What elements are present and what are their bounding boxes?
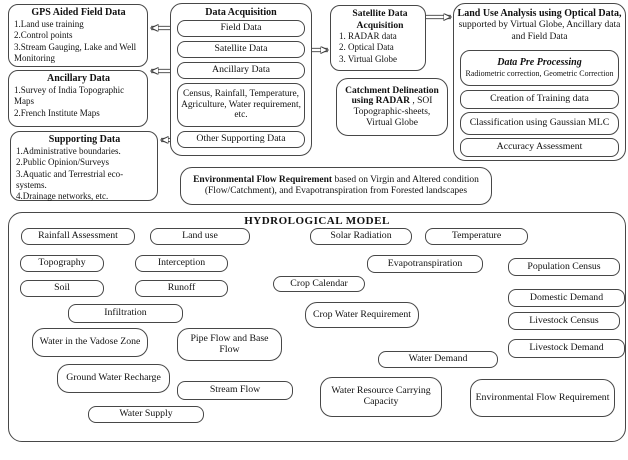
box-water-demand: Water Demand <box>378 351 498 368</box>
satellite-acquisition-title-line1: Satellite Data <box>352 8 408 19</box>
box-domestic-demand: Domestic Demand <box>508 289 625 307</box>
box-field-data: Field Data <box>177 20 305 37</box>
box-water-vadose-zone: Water in the Vadose Zone <box>32 328 148 357</box>
box-satellite-data: Satellite Data <box>177 41 305 58</box>
catchment-line3: Topographic-sheets, <box>353 107 431 117</box>
box-interception: Interception <box>135 255 228 272</box>
box-infiltration: Infiltration <box>68 304 183 323</box>
land-use-analysis-title-bold: Land Use Analysis using Optical Data, <box>457 8 622 19</box>
satellite-acquisition-title-line2: Acquisition <box>356 19 404 31</box>
box-temperature: Temperature <box>425 228 528 245</box>
satellite-acquisition-item: 2. Optical Data <box>339 42 394 53</box>
catchment-line4: Virtual Globe <box>366 117 418 128</box>
supporting-item: 3.Aquatic and Terrestrial eco-systems. <box>16 168 124 190</box>
box-topography: Topography <box>20 255 104 272</box>
box-crop-calendar: Crop Calendar <box>273 276 365 292</box>
box-livestock-census: Livestock Census <box>508 312 620 330</box>
box-supporting-data <box>10 131 158 201</box>
box-soil: Soil <box>20 280 104 297</box>
gps-item: 2.Control points <box>14 30 73 41</box>
land-use-analysis-title-line3: and Field Data <box>511 31 568 42</box>
efr-line2: (Flow/Catchment), and Evapotranspiration from Forested landscapes <box>204 186 468 196</box>
box-pipe-flow-base-flow: Pipe Flow and Base Flow <box>177 328 282 361</box>
box-creation-training-data: Creation of Training data <box>460 90 619 109</box>
box-satellite-data-acquisition <box>330 5 426 71</box>
supporting-item: 4.Drainage networks, etc. <box>16 191 109 201</box>
box-environmental-flow-requirement-model: Environmental Flow Requirement <box>470 379 615 417</box>
gps-item: 1.Land use training <box>14 19 84 29</box>
box-ancillary-data-inner: Ancillary Data <box>177 62 305 79</box>
box-other-supporting-data: Other Supporting Data <box>177 131 305 148</box>
gps-item: 3.Stream Gauging, Lake and Well Monitoring <box>14 41 137 63</box>
box-evapotranspiration: Evapotranspiration <box>367 255 483 273</box>
box-accuracy-assessment: Accuracy Assessment <box>460 138 619 157</box>
box-water-resource-carrying-capacity: Water Resource Carrying Capacity <box>320 377 442 417</box>
catchment-bold-line1: Catchment Delineation <box>345 85 439 96</box>
box-data-pre-processing <box>460 50 619 86</box>
data-pre-processing-title: Data Pre Processing <box>497 56 582 68</box>
box-land-use: Land use <box>150 228 250 245</box>
data-pre-processing-sub: Radiometric correction, Geometric Correction <box>465 68 614 78</box>
satellite-acquisition-item: 1. RADAR data <box>339 31 397 41</box>
box-classification-mlc: Classification using Gaussian MLC <box>460 112 619 135</box>
ancillary-data-title: Ancillary Data <box>46 73 111 84</box>
box-census-data: Census, Rainfall, Temperature, Agriculture, Water requirement, etc. <box>177 83 305 127</box>
catchment-bold-line2: using RADAR <box>351 96 410 107</box>
box-rainfall-assessment: Rainfall Assessment <box>21 228 135 245</box>
box-population-census: Population Census <box>508 258 620 276</box>
box-gps-field-data <box>8 4 148 67</box>
box-crop-water-requirement: Crop Water Requirement <box>305 302 419 328</box>
ancillary-item: 2.French Institute Maps <box>14 107 100 118</box>
supporting-item: 1.Administrative boundaries. <box>16 146 121 156</box>
ancillary-item: 1.Survey of India Topographic Maps <box>14 85 125 107</box>
box-solar-radiation: Solar Radiation <box>310 228 412 245</box>
efr-bold: Environmental Flow Requirement <box>193 175 333 186</box>
hydrological-model-title: HYDROLOGICAL MODEL <box>244 215 390 227</box>
data-acquisition-title: Data Acquisition <box>205 7 277 18</box>
box-ancillary-data <box>8 70 148 127</box>
box-livestock-demand: Livestock Demand <box>508 339 625 358</box>
catchment-rest-line2: , SOI <box>409 96 433 107</box>
box-ground-water-recharge: Ground Water Recharge <box>57 364 170 393</box>
box-environmental-flow-requirement-top <box>180 167 492 205</box>
box-water-supply: Water Supply <box>88 406 204 423</box>
gps-field-data-title: GPS Aided Field Data <box>31 7 126 18</box>
box-runoff: Runoff <box>135 280 228 297</box>
box-stream-flow: Stream Flow <box>177 381 293 400</box>
efr-line1-rest: based on Virgin and Altered condition <box>332 175 479 186</box>
supporting-data-title: Supporting Data <box>48 134 121 145</box>
satellite-acquisition-item: 3. Virtual Globe <box>339 53 398 64</box>
land-use-analysis-title-line2: supported by Virtual Globe, Ancillary data <box>458 20 621 31</box>
land-use-analysis-title <box>455 8 624 43</box>
supporting-item: 2.Public Opinion/Surveys <box>16 157 110 168</box>
box-catchment-delineation <box>336 78 448 136</box>
